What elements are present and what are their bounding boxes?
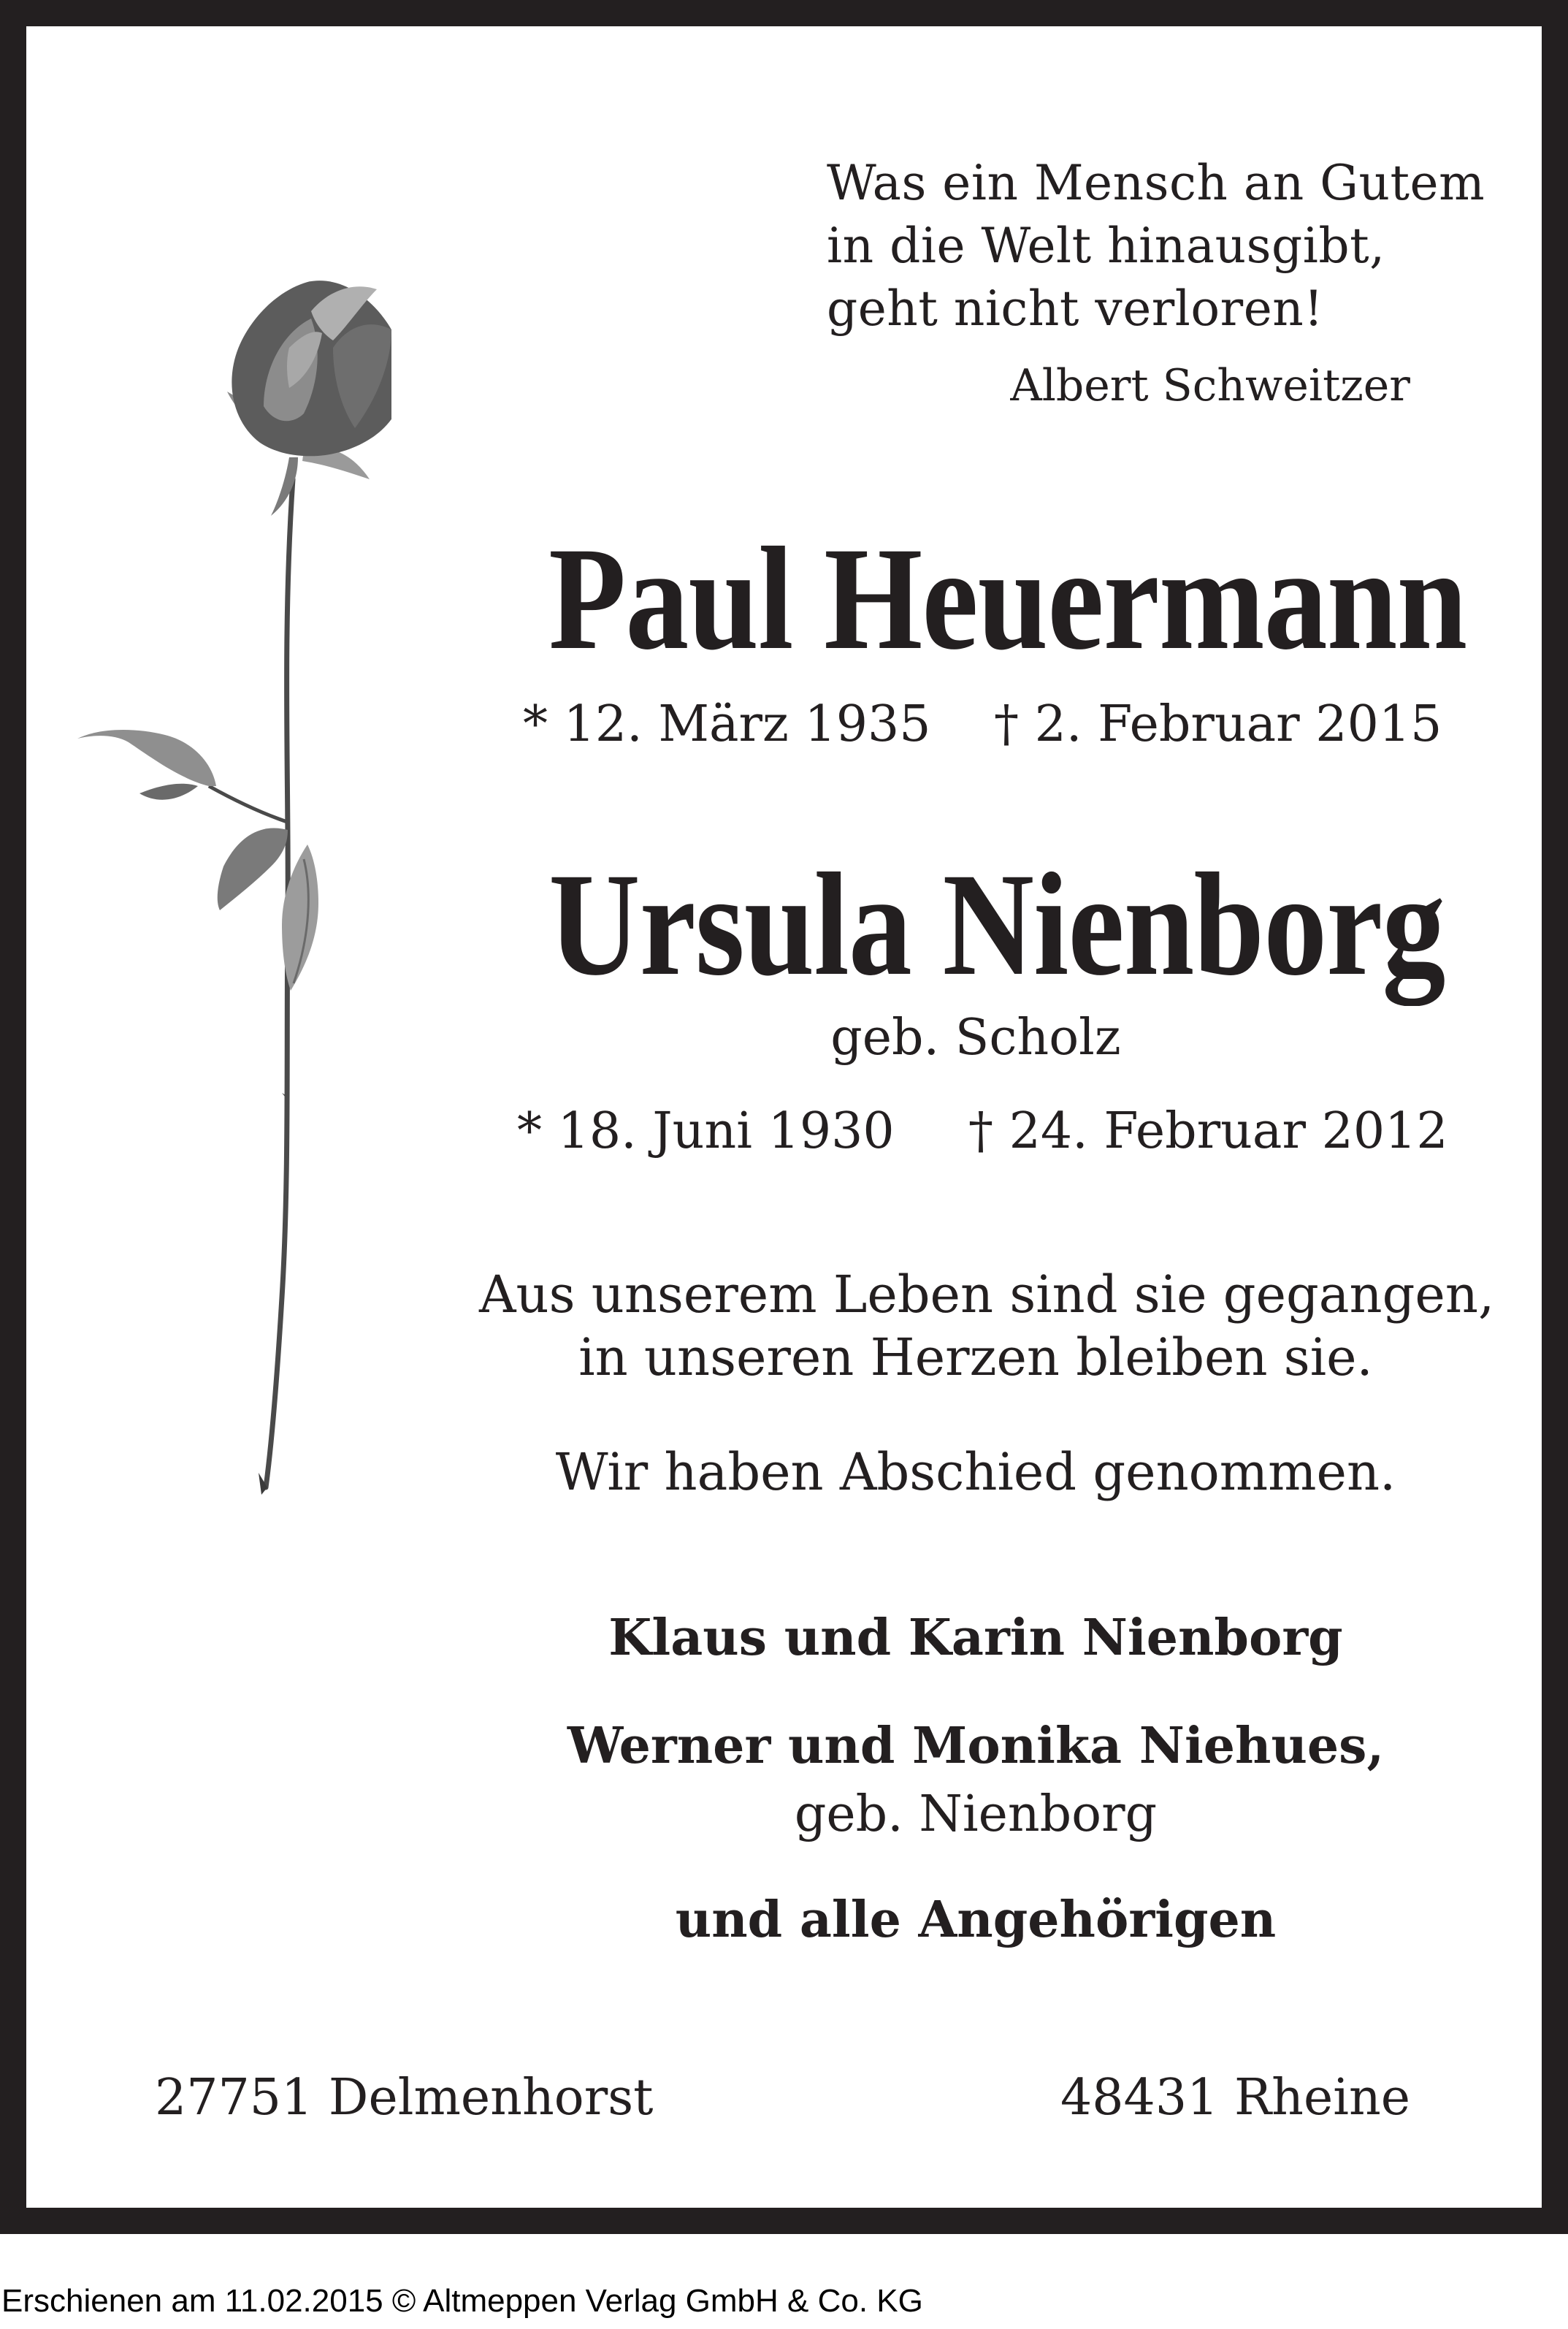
mourner-names: Klaus und Karin Nienborg xyxy=(608,1609,1343,1667)
publication-footer: Erschienen am 11.02.2015 © Altmeppen Verlag GmbH & Co. KG xyxy=(1,2283,923,2319)
rose-illustration xyxy=(70,260,391,1517)
place-right: 48431 Rheine xyxy=(1060,2069,1410,2127)
death-date: † 24. Februar 2012 xyxy=(968,1102,1448,1160)
deceased-name: Paul Heuermann xyxy=(548,517,1467,680)
quote-line: geht nicht verloren! xyxy=(827,281,1324,337)
deceased-name: Ursula Nienborg xyxy=(548,842,1445,1006)
quote-block xyxy=(827,152,1484,340)
birth-date: * 12. März 1935 xyxy=(523,695,931,753)
quote-author: Albert Schweitzer xyxy=(1010,360,1410,411)
place-left: 27751 Delmenhorst xyxy=(155,2069,654,2127)
quote-line: Was ein Mensch an Gutem xyxy=(827,155,1485,211)
maiden-name: geb. Scholz xyxy=(830,1009,1121,1067)
farewell-text: Wir haben Abschied genommen. xyxy=(555,1442,1396,1502)
quote-line: in die Welt hinausgibt, xyxy=(827,218,1385,274)
memorial-verse xyxy=(479,1263,1495,1389)
verse-line: in unseren Herzen bleiben sie. xyxy=(578,1327,1373,1387)
mourner-names: Werner und Monika Niehues, xyxy=(567,1717,1385,1775)
relatives-line: und alle Angehörigen xyxy=(675,1891,1277,1949)
mourner-maiden-name: geb. Nienborg xyxy=(794,1785,1158,1843)
birth-date: * 18. Juni 1930 xyxy=(517,1102,895,1160)
verse-line: Aus unserem Leben sind sie gegangen, xyxy=(479,1265,1495,1324)
death-date: † 2. Februar 2015 xyxy=(994,695,1442,753)
